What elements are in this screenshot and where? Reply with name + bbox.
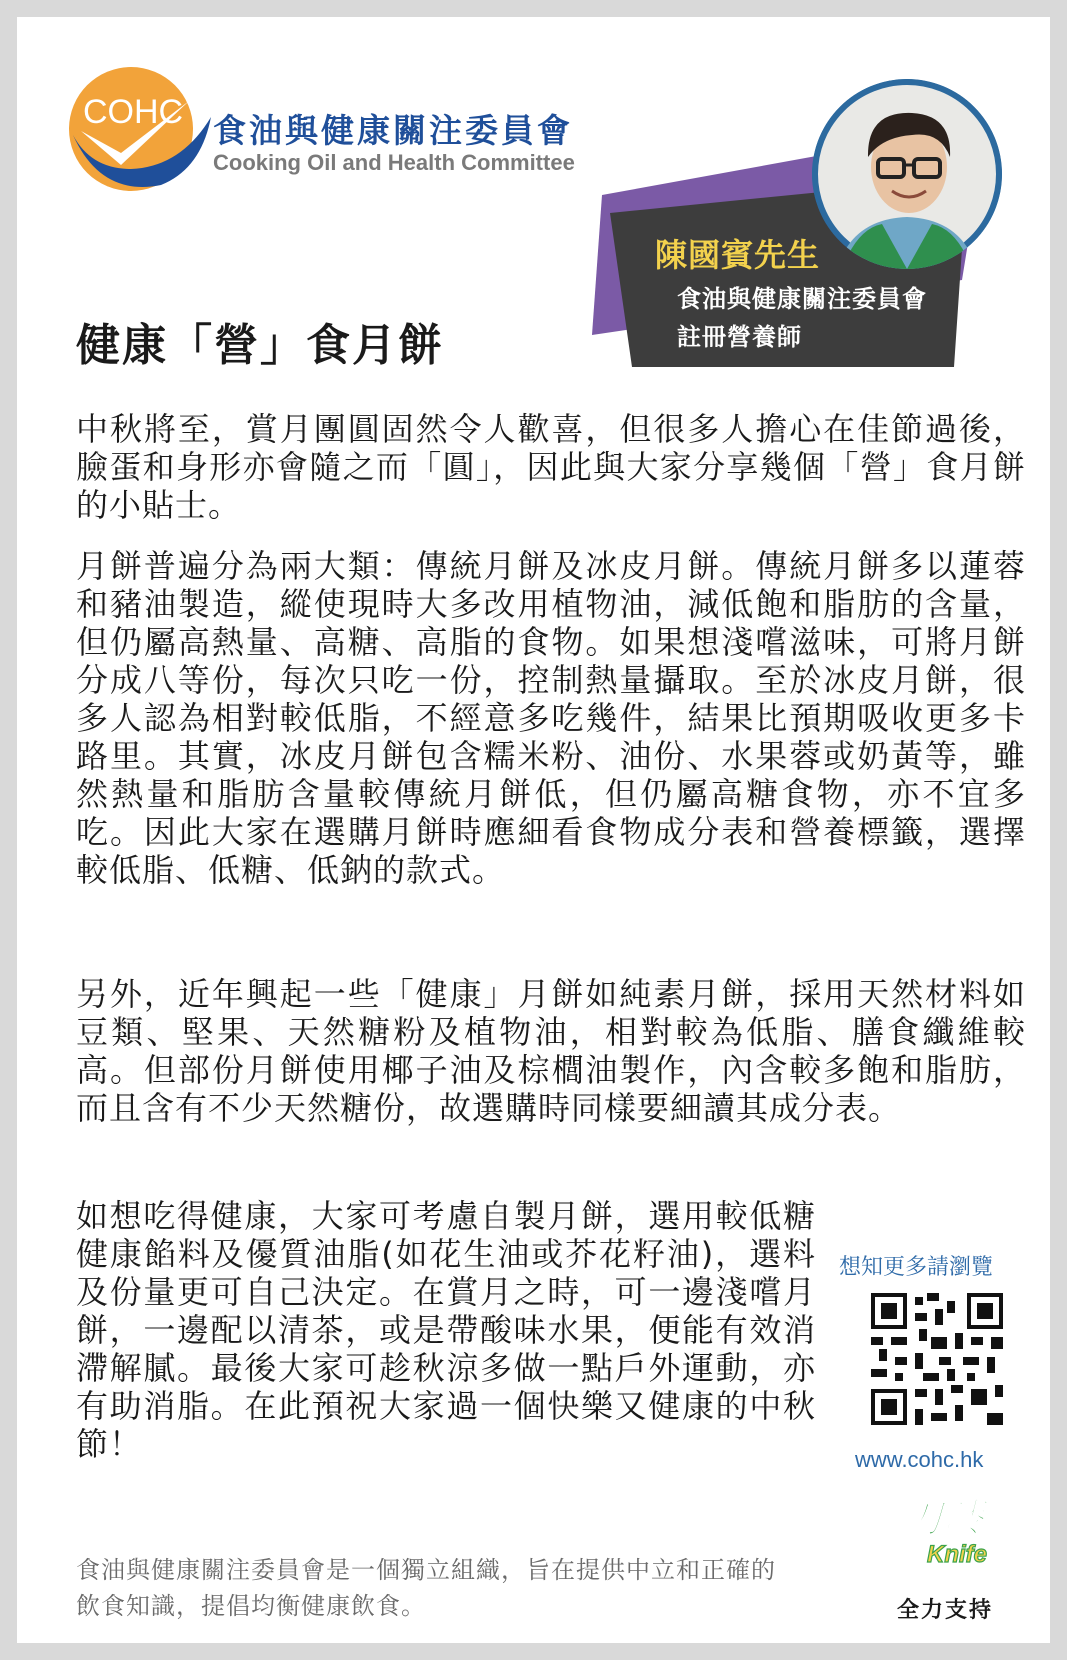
website-link[interactable]: www.cohc.hk — [855, 1447, 984, 1472]
organization-note: 食油與健康關注委員會是一個獨立組織，旨在提供中立和正確的飲食知識，提倡均衡健康飲食。 — [76, 1556, 776, 1620]
author-organization: 食油與健康關注委員會 — [677, 285, 927, 313]
author-role: 註冊營養師 — [677, 323, 802, 351]
logo-mark-text: COHC — [82, 93, 184, 131]
cohc-logo-icon — [61, 57, 211, 197]
knife-brand-logo-icon — [879, 1492, 1009, 1577]
knife-logo-subtext: Knife — [927, 1541, 987, 1568]
more-info-label: 想知更多請瀏覽 — [839, 1255, 994, 1280]
paragraph-mooncake-types: 月餅普遍分為兩大類：傳統月餅及冰皮月餅。傳統月餅多以蓮蓉和豬油製造，縱使現時大多改用植物油，減低飽和脂肪的含量，但仍屬高熱量、高糖、高脂的食物。如果想淺嚐滋味，可將月餅分成八等份，每次只吃一份，控制熱量攝取。至於冰皮月餅，很多人認為相對較低脂，不經意多吃幾件，結果比預期吸收更多卡路里。其實，冰皮月餅包含糯米粉、油份、水果蓉或奶黃等，雖然熱量和脂肪含量較傳統月餅低，但仍屬高糖食物，亦不宜多吃。因此大家在選購月餅時應細看食物成分表和營養標籤，選擇較低脂、低糖、低鈉的款式。 — [76, 547, 1026, 889]
qr-code-icon[interactable] — [871, 1293, 1003, 1425]
author-avatar — [812, 79, 1002, 269]
article-title: 健康「營」食月餅 — [76, 320, 444, 371]
paragraph-intro: 中秋將至，賞月團圓固然令人歡喜，但很多人擔心在佳節過後，臉蛋和身形亦會隨之而「圓」，因此與大家分享幾個「營」食月餅的小貼士。 — [76, 410, 1026, 524]
org-name-en: Cooking Oil and Health Committee — [213, 150, 575, 175]
article-card — [17, 17, 1050, 1643]
paragraph-healthy-mooncakes: 另外，近年興起一些「健康」月餅如純素月餅，採用天然材料如豆類、堅果、天然糖粉及植物油，相對較為低脂、膳食纖維較高。但部份月餅使用椰子油及棕櫚油製作，內含較多飽和脂肪，而且含有不少天然糖份，故選購時同樣要細讀其成分表。 — [76, 975, 1026, 1127]
org-name-cn: 食油與健康關注委員會 — [213, 111, 573, 150]
paragraph-tips: 如想吃得健康，大家可考慮自製月餅，選用較低糖健康餡料及優質油脂(如花生油或芥花籽油)，選料及份量更可自己決定。在賞月之時，可一邊淺嚐月餅，一邊配以清茶，或是帶酸味水果，便能有效消滯解膩。最後大家可趁秋涼多做一點戶外運動，亦有助消脂。在此預祝大家過一個快樂又健康的中秋節！ — [76, 1197, 816, 1463]
author-name: 陳國賓先生 — [655, 236, 821, 274]
support-label: 全力支持 — [897, 1598, 994, 1623]
author-photo-icon — [812, 79, 1002, 269]
knife-logo-text: 刀嘜 — [903, 1496, 983, 1542]
